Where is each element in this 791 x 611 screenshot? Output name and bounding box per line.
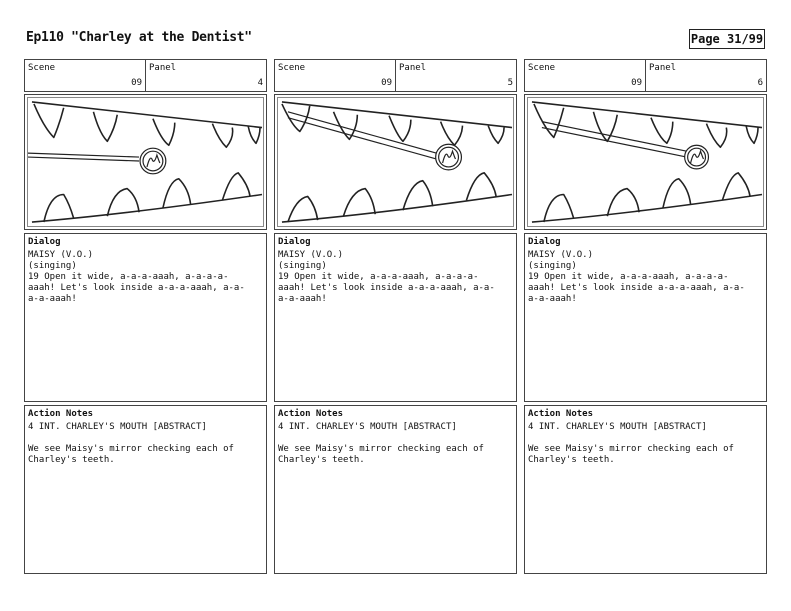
dialog-text: 19 Open it wide, a-a-a-aaah, a-a-a-a- aaah! Let's look inside a-a-a-aaah, a-a- a-a-aaah! (278, 272, 495, 304)
dialog-label: Dialog (278, 237, 311, 247)
storyboard-sketch (28, 98, 263, 226)
dialog-speaker: MAISY (V.O.) (528, 250, 594, 260)
dialog-box (524, 233, 767, 402)
dialog-parenthetical: (singing) (28, 261, 77, 271)
action-notes-box (274, 405, 517, 574)
dialog-parenthetical: (singing) (528, 261, 577, 271)
scene-cell (25, 60, 145, 91)
panel-cell (645, 60, 766, 91)
scene-number: 09 (631, 78, 642, 88)
scene-number: 09 (131, 78, 142, 88)
panel-label: Panel (649, 63, 677, 73)
dialog-label: Dialog (28, 237, 61, 247)
panel-cell (395, 60, 516, 91)
panel-frame (274, 94, 517, 230)
scene-cell (525, 60, 645, 91)
dialog-speaker: MAISY (V.O.) (278, 250, 344, 260)
page-number: Page 31/99 (689, 29, 765, 49)
storyboard-sketch (528, 98, 763, 226)
storyboard-panel-2 (274, 59, 517, 574)
action-text: We see Maisy's mirror checking each of Charley's teeth. (278, 444, 484, 465)
panel-header (24, 59, 267, 92)
dialog-label: Dialog (528, 237, 561, 247)
panel-label: Panel (399, 63, 427, 73)
dialog-text: 19 Open it wide, a-a-a-aaah, a-a-a-a- aaah! Let's look inside a-a-a-aaah, a-a- a-a-aaah! (28, 272, 245, 304)
scene-cell (275, 60, 395, 91)
panel-cell (145, 60, 266, 91)
action-text: We see Maisy's mirror checking each of Charley's teeth. (528, 444, 734, 465)
action-heading: 4 INT. CHARLEY'S MOUTH [ABSTRACT] (528, 422, 707, 432)
storyboard-sketch (278, 98, 513, 226)
episode-title: Ep110 "Charley at the Dentist" (26, 30, 252, 45)
action-heading: 4 INT. CHARLEY'S MOUTH [ABSTRACT] (28, 422, 207, 432)
dialog-box (274, 233, 517, 402)
panel-header (274, 59, 517, 92)
dialog-parenthetical: (singing) (278, 261, 327, 271)
panel-number: 4 (257, 78, 263, 88)
panel-frame (524, 94, 767, 230)
action-text: We see Maisy's mirror checking each of Charley's teeth. (28, 444, 234, 465)
scene-label: Scene (278, 63, 306, 73)
dialog-text: 19 Open it wide, a-a-a-aaah, a-a-a-a- aaah! Let's look inside a-a-a-aaah, a-a- a-a-aaah! (528, 272, 745, 304)
storyboard-panel-1 (24, 59, 267, 574)
action-notes-label: Action Notes (278, 409, 344, 419)
dialog-box (24, 233, 267, 402)
scene-label: Scene (28, 63, 56, 73)
action-notes-label: Action Notes (28, 409, 94, 419)
scene-label: Scene (528, 63, 556, 73)
panel-label: Panel (149, 63, 177, 73)
action-notes-box (524, 405, 767, 574)
storyboard-panel-3 (524, 59, 767, 574)
dialog-speaker: MAISY (V.O.) (28, 250, 94, 260)
panel-header (524, 59, 767, 92)
panel-number: 5 (507, 78, 513, 88)
scene-number: 09 (381, 78, 392, 88)
action-heading: 4 INT. CHARLEY'S MOUTH [ABSTRACT] (278, 422, 457, 432)
panel-frame (24, 94, 267, 230)
panel-number: 6 (757, 78, 763, 88)
action-notes-box (24, 405, 267, 574)
action-notes-label: Action Notes (528, 409, 594, 419)
